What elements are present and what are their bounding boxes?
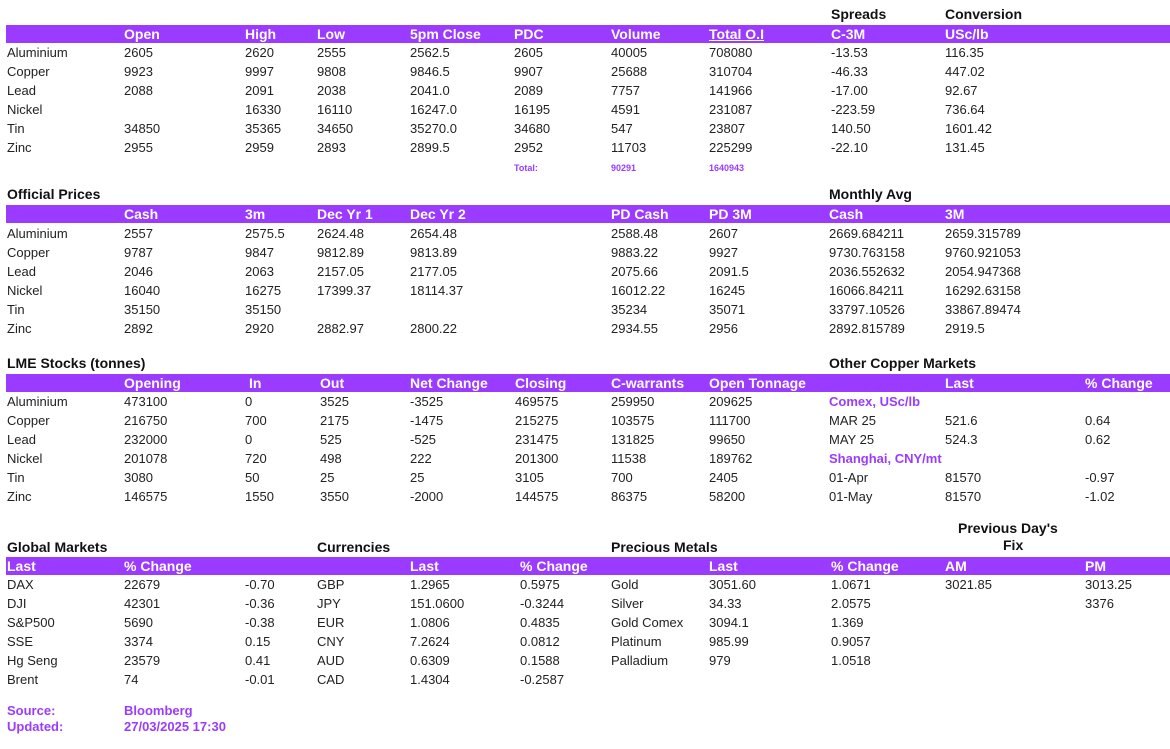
stock-cell: 216750 — [124, 413, 168, 428]
currency-change: 0.5975 — [520, 577, 560, 592]
index-change: -0.70 — [245, 577, 275, 592]
prices-header-bar — [6, 25, 1170, 43]
official-price-cell: 17399.37 — [317, 283, 372, 298]
other-market-subheader: Comex, USc/lb — [829, 394, 921, 409]
price-cell: 2088 — [124, 83, 153, 98]
precious-change: 1.0518 — [831, 653, 871, 668]
index-change: 0.41 — [245, 653, 271, 668]
stock-cell: 232000 — [124, 432, 168, 447]
official-price-cell: 16292.63158 — [945, 283, 1021, 298]
price-cell: 4591 — [611, 102, 640, 117]
official-price-cell: 2607 — [709, 226, 738, 241]
official-price-cell: 9812.89 — [317, 245, 364, 260]
col-dec-yr-1: Dec Yr 1 — [317, 206, 373, 222]
index-name: S&P500 — [7, 615, 55, 630]
stock-cell: 50 — [245, 470, 260, 485]
col-fix-am: AM — [945, 558, 967, 574]
official-price-cell: 33797.10526 — [829, 302, 905, 317]
precious-metal-name: Gold — [611, 577, 639, 592]
price-cell: 2899.5 — [410, 140, 450, 155]
metal-name: Lead — [7, 432, 36, 447]
col-closing: Closing — [515, 375, 567, 391]
precious-metal-name: Silver — [611, 596, 644, 611]
official-price-cell: 2800.22 — [410, 321, 457, 336]
col-precious-last: Last — [709, 558, 738, 574]
col-pd-3m: PD 3M — [709, 206, 752, 222]
metal-name: Nickel — [7, 451, 43, 466]
official-price-cell: 33867.89474 — [945, 302, 1021, 317]
col-volume: Volume — [611, 26, 661, 42]
currency-name: AUD — [317, 653, 345, 668]
col-usc-lb: USc/lb — [945, 26, 989, 42]
metal-name: Copper — [7, 64, 50, 79]
price-cell: 40005 — [611, 45, 648, 60]
precious-metal-name: Gold Comex — [611, 615, 684, 630]
contract-change: 0.64 — [1085, 413, 1111, 428]
official-price-cell: 2557 — [124, 226, 153, 241]
precious-change: 1.369 — [831, 615, 864, 630]
index-name: Hg Seng — [7, 653, 58, 668]
col-high: High — [245, 26, 277, 42]
price-cell: 2620 — [245, 45, 274, 60]
index-change: -0.38 — [245, 615, 275, 630]
stock-cell: 201078 — [124, 451, 168, 466]
col-dec-yr-2: Dec Yr 2 — [410, 206, 466, 222]
stock-cell: 3525 — [320, 394, 349, 409]
currency-change: -0.2587 — [520, 672, 565, 687]
official-price-cell: 2575.5 — [245, 226, 285, 241]
index-name: DJI — [7, 596, 27, 611]
official-price-cell: 16012.22 — [611, 283, 666, 298]
price-cell: 2605 — [124, 45, 153, 60]
total-label: Total: — [514, 163, 538, 173]
contract-last: 81570 — [945, 470, 982, 485]
stock-cell: -1475 — [410, 413, 444, 428]
official-price-cell: 2892.815789 — [829, 321, 905, 336]
official-price-cell: 35150 — [245, 302, 282, 317]
stock-cell: 25 — [320, 470, 335, 485]
contract-label: 01-May — [829, 489, 873, 504]
stock-cell: 25 — [410, 470, 425, 485]
precious-last: 34.33 — [709, 596, 742, 611]
col-in: In — [249, 375, 262, 391]
official-price-cell: 2659.315789 — [945, 226, 1021, 241]
price-cell: 16110 — [317, 102, 353, 117]
metal-name: Aluminium — [7, 45, 68, 60]
col-net-change: Net Change — [410, 375, 488, 391]
stock-cell: 3080 — [124, 470, 153, 485]
price-cell: 9997 — [245, 64, 274, 79]
price-cell: 23807 — [709, 121, 746, 136]
official-price-cell: 2177.05 — [410, 264, 457, 279]
currency-last: 1.2965 — [410, 577, 450, 592]
stock-cell: 201300 — [515, 451, 559, 466]
col-cash: Cash — [124, 206, 159, 222]
col-precious-change: % Change — [831, 558, 899, 574]
fix-title-line2: Fix — [1003, 537, 1024, 553]
official-price-cell: 9787 — [124, 245, 153, 260]
stock-cell: 0 — [245, 432, 253, 447]
precious-metals-title: Precious Metals — [611, 539, 718, 555]
metal-name: Lead — [7, 83, 36, 98]
stock-cell: 525 — [320, 432, 342, 447]
official-price-cell: 2588.48 — [611, 226, 658, 241]
col-other-change: % Change — [1085, 375, 1153, 391]
other-market-subheader: Shanghai, CNY/mt — [829, 451, 942, 466]
col-c-warrants: C-warrants — [611, 375, 685, 391]
fix-am-value: 3021.85 — [945, 577, 992, 592]
currency-change: 0.4835 — [520, 615, 560, 630]
updated-label: Updated: — [7, 719, 64, 734]
price-cell: 310704 — [709, 64, 753, 79]
price-cell: 231087 — [709, 102, 753, 117]
precious-change: 1.0671 — [831, 577, 871, 592]
metal-name: Lead — [7, 264, 36, 279]
official-price-cell: 2920 — [245, 321, 274, 336]
conversion-title: Conversion — [945, 6, 1023, 22]
price-cell: 9846.5 — [410, 64, 450, 79]
col-pd-cash: PD Cash — [611, 206, 669, 222]
currency-last: 151.0600 — [410, 596, 465, 611]
col-open: Open — [124, 26, 160, 42]
total-volume: 90291 — [611, 163, 637, 173]
metal-name: Nickel — [7, 283, 43, 298]
metal-name: Aluminium — [7, 226, 68, 241]
currency-name: JPY — [317, 596, 341, 611]
currency-last: 1.4304 — [410, 672, 450, 687]
col-global-last: Last — [7, 558, 36, 574]
col-3m: 3m — [245, 206, 266, 222]
stock-cell: 99650 — [709, 432, 746, 447]
currency-last: 7.2624 — [410, 634, 450, 649]
official-price-cell: 18114.37 — [410, 283, 464, 298]
col-monthly-cash: Cash — [829, 206, 864, 222]
col-currency-last: Last — [410, 558, 439, 574]
official-price-cell: 2063 — [245, 264, 274, 279]
official-price-cell: 2956 — [709, 321, 738, 336]
metal-name: Aluminium — [7, 394, 68, 409]
stock-cell: 720 — [245, 451, 267, 466]
stock-cell: -525 — [410, 432, 437, 447]
official-price-cell: 35071 — [709, 302, 746, 317]
currency-change: 0.0812 — [520, 634, 560, 649]
precious-metal-name: Palladium — [611, 653, 669, 668]
other-copper-markets-title: Other Copper Markets — [829, 355, 977, 371]
currency-last: 0.6309 — [410, 653, 450, 668]
official-price-cell: 9927 — [709, 245, 738, 260]
price-cell: 35270.0 — [410, 121, 457, 136]
official-price-cell: 2919.5 — [945, 321, 985, 336]
price-cell: 547 — [611, 121, 633, 136]
price-cell: 16247.0 — [410, 102, 457, 117]
official-price-cell: 2669.684211 — [829, 226, 904, 241]
index-last: 5690 — [124, 615, 153, 630]
contract-last: 521.6 — [945, 413, 978, 428]
metal-name: Zinc — [7, 321, 32, 336]
col-open-tonnage: Open Tonnage — [709, 375, 806, 391]
col-global-change: % Change — [124, 558, 192, 574]
price-cell: 25688 — [611, 64, 648, 79]
official-price-cell: 16245 — [709, 283, 746, 298]
metal-name: Nickel — [7, 102, 43, 117]
index-last: 23579 — [124, 653, 161, 668]
contract-change: -0.97 — [1085, 470, 1115, 485]
official-price-cell: 16066.84211 — [829, 283, 904, 298]
price-cell: -13.53 — [831, 45, 868, 60]
precious-last: 3051.60 — [709, 577, 756, 592]
stock-cell: 259950 — [611, 394, 655, 409]
contract-change: 0.62 — [1085, 432, 1111, 447]
price-cell: 9907 — [514, 64, 543, 79]
official-price-cell: 2654.48 — [410, 226, 457, 241]
price-cell: 141966 — [709, 83, 753, 98]
precious-change: 0.9057 — [831, 634, 871, 649]
contract-label: MAY 25 — [829, 432, 875, 447]
metal-name: Tin — [7, 121, 25, 136]
price-cell: 34650 — [317, 121, 354, 136]
price-cell: 2038 — [317, 83, 346, 98]
stock-cell: 473100 — [124, 394, 168, 409]
stock-cell: 0 — [245, 394, 253, 409]
price-cell: 225299 — [709, 140, 753, 155]
official-price-cell: 9813.89 — [410, 245, 457, 260]
col-c-3m: C-3M — [831, 26, 866, 42]
official-price-cell: 2046 — [124, 264, 153, 279]
price-cell: 7757 — [611, 83, 640, 98]
stock-cell: 469575 — [515, 394, 559, 409]
updated-value: 27/03/2025 17:30 — [124, 719, 226, 734]
index-name: DAX — [7, 577, 34, 592]
official-price-cell: 9883.22 — [611, 245, 658, 260]
price-cell: 140.50 — [831, 121, 871, 136]
stock-cell: 498 — [320, 451, 342, 466]
stock-cell: 111700 — [709, 413, 751, 428]
precious-change: 2.0575 — [831, 596, 871, 611]
price-cell: 34680 — [514, 121, 551, 136]
stock-cell: 2405 — [709, 470, 738, 485]
official-price-cell: 2892 — [124, 321, 153, 336]
price-cell: 34850 — [124, 121, 161, 136]
official-price-cell: 35150 — [124, 302, 161, 317]
col-low: Low — [317, 26, 345, 42]
price-cell: 131.45 — [945, 140, 985, 155]
col-pdc: PDC — [514, 26, 544, 42]
price-cell: 2562.5 — [410, 45, 450, 60]
stock-cell: 189762 — [709, 451, 753, 466]
price-cell: 708080 — [709, 45, 753, 60]
official-price-cell: 2882.97 — [317, 321, 364, 336]
precious-last: 985.99 — [709, 634, 749, 649]
stock-cell: 215275 — [515, 413, 559, 428]
precious-last: 3094.1 — [709, 615, 749, 630]
col-other-last: Last — [945, 375, 974, 391]
price-cell: 2091 — [245, 83, 274, 98]
index-last: 3374 — [124, 634, 153, 649]
stock-cell: 3550 — [320, 489, 349, 504]
stock-cell: 231475 — [515, 432, 559, 447]
metal-name: Tin — [7, 302, 25, 317]
stock-cell: 3105 — [515, 470, 544, 485]
price-cell: 1601.42 — [945, 121, 992, 136]
metal-name: Zinc — [7, 140, 32, 155]
contract-last: 81570 — [945, 489, 982, 504]
official-header-bar — [6, 205, 1170, 223]
official-prices-title: Official Prices — [7, 186, 101, 202]
col-total-oi: Total O.I — [709, 26, 764, 42]
fix-pm-value: 3013.25 — [1085, 577, 1132, 592]
index-last: 74 — [124, 672, 139, 687]
precious-metal-name: Platinum — [611, 634, 662, 649]
price-cell: 2089 — [514, 83, 543, 98]
index-name: Brent — [7, 672, 39, 687]
price-cell: 16330 — [245, 102, 282, 117]
stock-cell: -2000 — [410, 489, 444, 504]
index-change: -0.36 — [245, 596, 275, 611]
official-price-cell: 35234 — [611, 302, 648, 317]
price-cell: -17.00 — [831, 83, 868, 98]
fix-pm-value: 3376 — [1085, 596, 1114, 611]
official-price-cell: 2054.947368 — [945, 264, 1021, 279]
price-cell: -46.33 — [831, 64, 868, 79]
price-cell: -22.10 — [831, 140, 868, 155]
fix-title-line1: Previous Day's — [958, 520, 1058, 536]
stock-cell: 103575 — [611, 413, 655, 428]
price-cell: 2952 — [514, 140, 543, 155]
contract-last: 524.3 — [945, 432, 978, 447]
index-last: 42301 — [124, 596, 161, 611]
price-cell: 2041.0 — [410, 83, 450, 98]
price-cell: 16195 — [514, 102, 551, 117]
currency-name: CNY — [317, 634, 345, 649]
col-currency-change: % Change — [520, 558, 588, 574]
price-cell: 92.67 — [945, 83, 978, 98]
col-opening: Opening — [124, 375, 181, 391]
official-price-cell: 9847 — [245, 245, 274, 260]
price-cell: 2893 — [317, 140, 346, 155]
price-cell: 11703 — [611, 140, 647, 155]
metal-name: Copper — [7, 245, 50, 260]
official-price-cell: 2091.5 — [709, 264, 749, 279]
index-name: SSE — [7, 634, 34, 649]
col-out: Out — [320, 375, 345, 391]
official-price-cell: 2075.66 — [611, 264, 658, 279]
official-price-cell: 2624.48 — [317, 226, 364, 241]
stock-cell: 146575 — [124, 489, 168, 504]
monthly-avg-title: Monthly Avg — [829, 186, 912, 202]
currency-change: 0.1588 — [520, 653, 560, 668]
official-price-cell: 16275 — [245, 283, 282, 298]
currencies-title: Currencies — [317, 539, 391, 555]
currency-name: EUR — [317, 615, 345, 630]
stock-cell: 209625 — [709, 394, 753, 409]
stock-cell: 144575 — [515, 489, 559, 504]
stock-cell: 86375 — [611, 489, 648, 504]
col-5pm-close: 5pm Close — [410, 26, 481, 42]
col-fix-pm: PM — [1085, 558, 1106, 574]
price-cell: 447.02 — [945, 64, 985, 79]
global-markets-title: Global Markets — [7, 539, 108, 555]
price-cell: 736.64 — [945, 102, 985, 117]
currency-name: GBP — [317, 577, 345, 592]
price-cell: 2955 — [124, 140, 153, 155]
price-cell: 9808 — [317, 64, 346, 79]
official-price-cell: 2036.552632 — [829, 264, 905, 279]
stock-cell: -3525 — [410, 394, 444, 409]
source-value: Bloomberg — [124, 703, 193, 718]
metal-name: Zinc — [7, 489, 32, 504]
contract-change: -1.02 — [1085, 489, 1115, 504]
price-cell: 9923 — [124, 64, 153, 79]
official-price-cell: 2934.55 — [611, 321, 658, 336]
index-change: -0.01 — [245, 672, 275, 687]
price-cell: 2555 — [317, 45, 346, 60]
stock-cell: 700 — [245, 413, 267, 428]
price-cell: 35365 — [245, 121, 282, 136]
stock-cell: 1550 — [245, 489, 274, 504]
contract-label: MAR 25 — [829, 413, 876, 428]
col-monthly-3m: 3M — [945, 206, 965, 222]
currency-change: -0.3244 — [520, 596, 565, 611]
total-oi: 1640943 — [709, 163, 745, 173]
price-cell: 116.35 — [945, 45, 984, 60]
index-last: 22679 — [124, 577, 161, 592]
official-price-cell: 16040 — [124, 283, 161, 298]
metal-name: Copper — [7, 413, 50, 428]
stock-cell: 222 — [410, 451, 432, 466]
stock-cell: 700 — [611, 470, 633, 485]
source-label: Source: — [7, 703, 56, 718]
price-cell: -223.59 — [831, 102, 876, 117]
stock-cell: 2175 — [320, 413, 349, 428]
metal-name: Tin — [7, 470, 25, 485]
stock-cell: 11538 — [611, 451, 647, 466]
official-price-cell: 9730.763158 — [829, 245, 905, 260]
currency-name: CAD — [317, 672, 345, 687]
currency-last: 1.0806 — [410, 615, 450, 630]
contract-label: 01-Apr — [829, 470, 869, 485]
stock-cell: 58200 — [709, 489, 746, 504]
precious-last: 979 — [709, 653, 731, 668]
official-price-cell: 9760.921053 — [945, 245, 1021, 260]
stock-cell: 131825 — [611, 432, 655, 447]
price-cell: 2959 — [245, 140, 274, 155]
index-change: 0.15 — [245, 634, 271, 649]
price-cell: 2605 — [514, 45, 543, 60]
lme-stocks-title: LME Stocks (tonnes) — [7, 355, 146, 371]
official-price-cell: 2157.05 — [317, 264, 364, 279]
spreads-title: Spreads — [831, 6, 887, 22]
